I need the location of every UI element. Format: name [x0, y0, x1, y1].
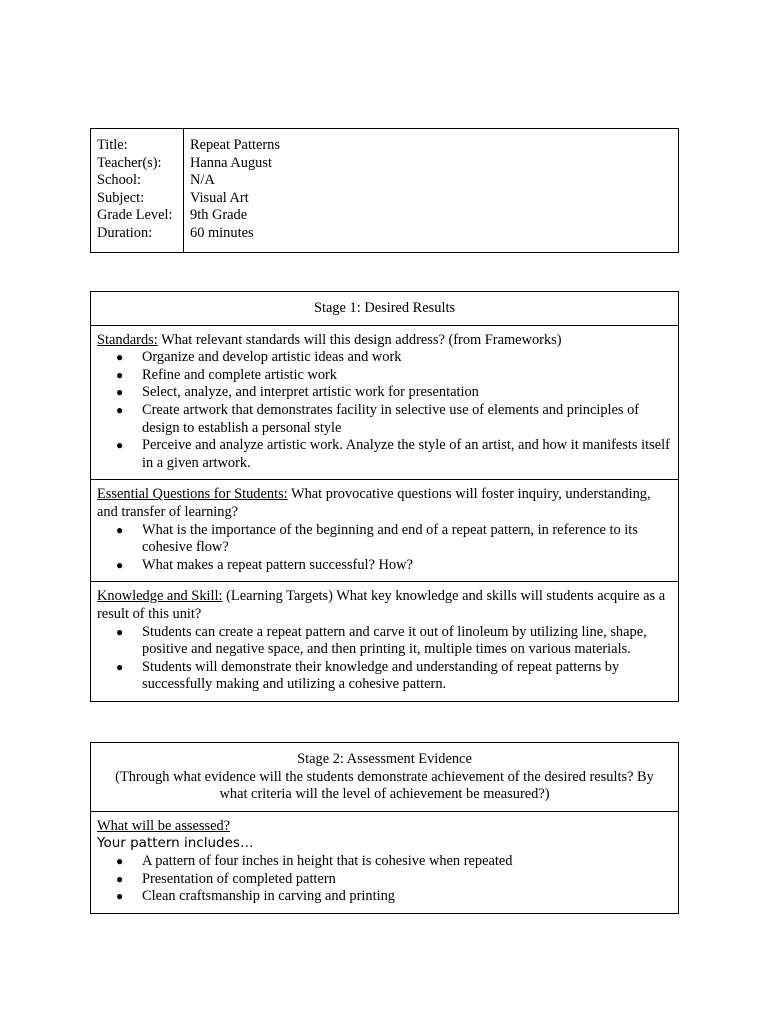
- list-item: [116, 658, 672, 694]
- info-labels-cell: [91, 129, 184, 253]
- stage1-header: Stage 1: Desired Results: [91, 292, 679, 326]
- info-value-teacher: Hanna August: [190, 154, 272, 171]
- bullet-icon: ●: [116, 853, 124, 868]
- bullet-icon: ●: [116, 522, 124, 537]
- list-item: [116, 870, 672, 889]
- info-values-cell: [184, 129, 679, 253]
- bullet-icon: ●: [116, 350, 124, 365]
- info-value-school: N/A: [190, 172, 215, 189]
- stage2-header: [91, 743, 679, 812]
- list-item-text: Students will demonstrate their knowledge and understanding of repeat patterns by successfully making and utilizing a cohesive pattern.: [142, 658, 620, 693]
- info-label: Teacher(s):: [97, 154, 162, 171]
- knowledge-intro: [97, 588, 672, 623]
- list-item-text: A pattern of four inches in height that is cohesive when repeated: [142, 852, 513, 869]
- info-value-title: Repeat Patterns: [190, 137, 280, 153]
- list-item: [116, 401, 672, 437]
- bullet-icon: ●: [116, 402, 124, 417]
- essential-questions-section: [91, 480, 679, 582]
- bullet-icon: ●: [116, 871, 124, 886]
- stage1-table: [90, 291, 679, 702]
- bullet-icon: ●: [116, 624, 124, 639]
- list-item-text: Perceive and analyze artistic work. Analyze the style of an artist, and how it manifests itself in a given artwork.: [142, 437, 670, 471]
- essential-intro: [97, 486, 672, 521]
- bullet-icon: ●: [116, 438, 124, 453]
- list-item: [116, 556, 672, 575]
- assessed-label: What will be assessed?: [97, 817, 231, 834]
- info-label: Duration:: [97, 224, 153, 241]
- list-item: [116, 384, 672, 402]
- list-item: [116, 349, 672, 367]
- standards-prompt: What relevant standards will this design address? (from Frameworks): [157, 331, 562, 348]
- pattern-intro: Your pattern includes…: [97, 835, 254, 852]
- list-item-text: Presentation of completed pattern: [142, 870, 336, 887]
- knowledge-list: [97, 624, 672, 694]
- knowledge-skill-section: [91, 582, 679, 702]
- list-item-text: Refine and complete artistic work: [142, 366, 338, 383]
- info-label: Subject:: [97, 189, 145, 206]
- standards-list: [97, 349, 672, 472]
- list-item: [116, 521, 672, 557]
- assessment-section: [91, 811, 679, 913]
- list-item-text: Create artwork that demonstrates facility in selective use of elements and principles of design to establish a personal style: [142, 401, 640, 436]
- standards-intro: [97, 332, 672, 350]
- standards-section: [91, 325, 679, 480]
- info-value-subject: Visual Art: [190, 189, 249, 206]
- knowledge-label: Knowledge and Skill:: [97, 588, 223, 605]
- bullet-icon: ●: [116, 557, 124, 572]
- list-item: [116, 366, 672, 385]
- stage2-title: Stage 2: Assessment Evidence: [297, 751, 472, 767]
- bullet-icon: ●: [116, 385, 124, 400]
- info-value-grade: 9th Grade: [190, 207, 248, 224]
- essential-prompt: What provocative questions will foster inquiry, understanding, and transfer of learning?: [97, 486, 651, 520]
- info-value-duration: 60 minutes: [190, 224, 254, 241]
- essential-label: Essential Questions for Students:: [97, 486, 288, 503]
- list-item: [116, 623, 672, 659]
- list-item-text: Students can create a repeat pattern and carve it out of linoleum by utilizing line, shape, positive and negative space, and then printing it, multiple times on various materials.: [142, 623, 647, 658]
- info-label: School:: [97, 172, 141, 189]
- info-label: Title:: [97, 137, 128, 153]
- list-item-text: Organize and develop artistic ideas and work: [142, 349, 402, 366]
- list-item-text: Clean craftsmanship in carving and printing: [142, 888, 395, 905]
- list-item: [116, 852, 672, 871]
- bullet-icon: ●: [116, 659, 124, 674]
- list-item-text: Select, analyze, and interpret artistic work for presentation: [142, 384, 479, 401]
- knowledge-prompt: (Learning Targets) What key knowledge and skills will students acquire as a result of this unit?: [97, 588, 666, 622]
- stage2-table: [90, 742, 679, 914]
- list-item-text: What is the importance of the beginning and end of a repeat pattern, in reference to its cohesive flow?: [142, 521, 638, 556]
- assessment-list: [97, 853, 672, 906]
- lesson-info-table: [90, 128, 679, 253]
- list-item-text: What makes a repeat pattern successful? How?: [142, 556, 413, 573]
- list-item: [116, 437, 672, 472]
- stage2-subtitle: (Through what evidence will the students demonstrate achievement of the desired results? By what criteria will the level of achievement be measured?): [115, 768, 654, 803]
- info-label: Grade Level:: [97, 207, 173, 224]
- essential-list: [97, 522, 672, 575]
- standards-label: Standards:: [97, 331, 158, 348]
- bullet-icon: ●: [116, 889, 124, 904]
- bullet-icon: ●: [116, 367, 124, 382]
- list-item: [116, 888, 672, 906]
